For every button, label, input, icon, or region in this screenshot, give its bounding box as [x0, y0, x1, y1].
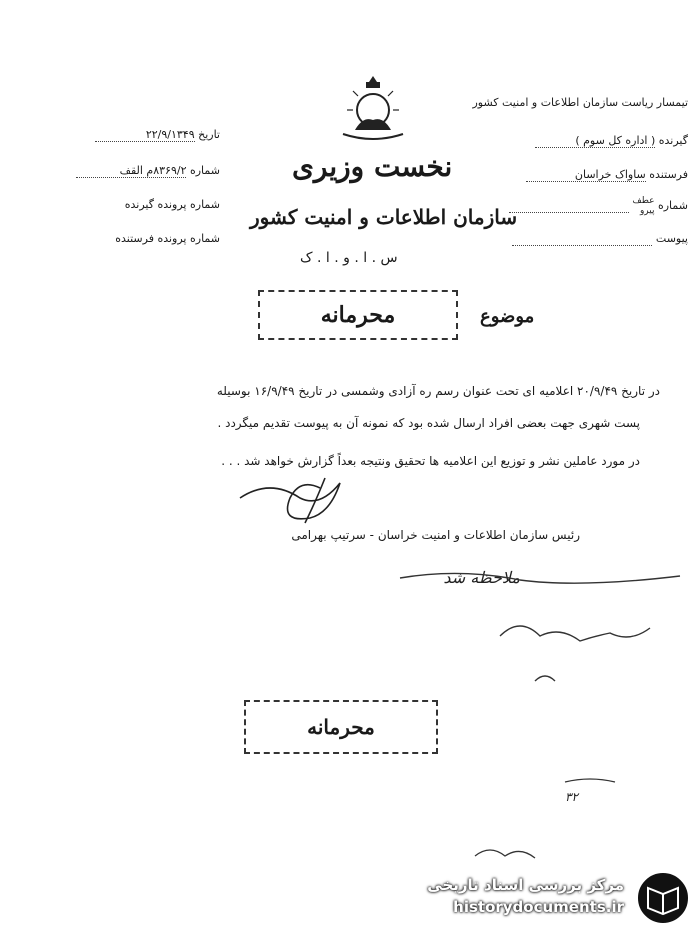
organization-title: سازمان اطلاعات و امنیت کشور — [250, 205, 518, 229]
subject-stamp — [258, 290, 458, 340]
reference-sub2: پیرو — [639, 206, 655, 216]
receiver-file-field — [90, 198, 220, 211]
receiver-file-label: شماره پرونده گیرنده — [124, 198, 220, 211]
watermark-site-name: مرکز بررسی اسناد تاریخی — [427, 876, 624, 894]
ministry-title: نخست وزیری — [292, 150, 453, 183]
number-label: شماره — [189, 164, 220, 177]
handwritten-scribbles — [390, 566, 700, 686]
sender-field — [498, 168, 688, 182]
bottom-stamp-text: محرمانه — [307, 715, 375, 739]
number-field — [60, 164, 220, 178]
watermark — [414, 868, 700, 928]
handwritten-note-2: ۳۲ — [565, 790, 578, 804]
receiver-field — [498, 134, 688, 148]
handwritten-scribble-bottom — [470, 836, 550, 866]
signature-scribble — [230, 468, 370, 528]
sender-file-field — [90, 232, 220, 245]
receiver-value: ( اداره کل سوم ) — [535, 134, 655, 148]
organization-code: س . ا . و . ا . ک — [300, 250, 398, 266]
book-logo-icon — [634, 870, 692, 926]
date-label: تاریخ — [198, 128, 220, 141]
bottom-stamp — [244, 700, 438, 754]
sender-label: فرستنده — [649, 168, 688, 181]
handwritten-line — [560, 770, 620, 790]
subject-label: موضوع — [480, 306, 535, 327]
body-line-3: در مورد عاملین نشر و توزیع این اعلامیه ها تحقیق ونتیجه بعداً گزارش خواهد شد . . . — [221, 454, 640, 468]
reference-label: شماره — [657, 199, 688, 212]
signature-title: رئیس سازمان اطلاعات و امنیت خراسان - سرتیپ بهرامی — [291, 528, 580, 542]
lion-and-sun-emblem — [333, 72, 413, 142]
attachment-field — [498, 232, 688, 246]
body-line-1: در تاریخ ۲۰/۹/۴۹ اعلامیه ای تحت عنوان رسم ره آزادی وشمسی در تاریخ ۱۶/۹/۴۹ بوسیله — [216, 384, 660, 398]
reference-field — [498, 196, 688, 216]
sender-value: ساواک خراسان — [526, 168, 646, 182]
attachment-label: پیوست — [655, 232, 688, 245]
reference-sub1: عطف — [632, 196, 655, 206]
date-field — [80, 128, 220, 142]
top-header: تیمسار ریاست سازمان اطلاعات و امنیت کشور — [472, 96, 688, 109]
watermark-url: historydocuments.ir — [453, 898, 624, 916]
subject-value: محرمانه — [320, 302, 396, 328]
body-line-2: پست شهری جهت بعضی افراد ارسال شده بود که نمونه آن به پیوست تقدیم میگردد . — [217, 416, 640, 430]
number-value: ۸۳۶۹/۲م القف — [76, 164, 186, 178]
handwritten-note-1: ملاحظه شد — [443, 568, 520, 587]
receiver-label: گیرنده — [658, 134, 688, 147]
date-value: ۲۲/۹/۱۳۴۹ — [95, 128, 195, 142]
sender-file-label: شماره پرونده فرستنده — [115, 232, 220, 245]
